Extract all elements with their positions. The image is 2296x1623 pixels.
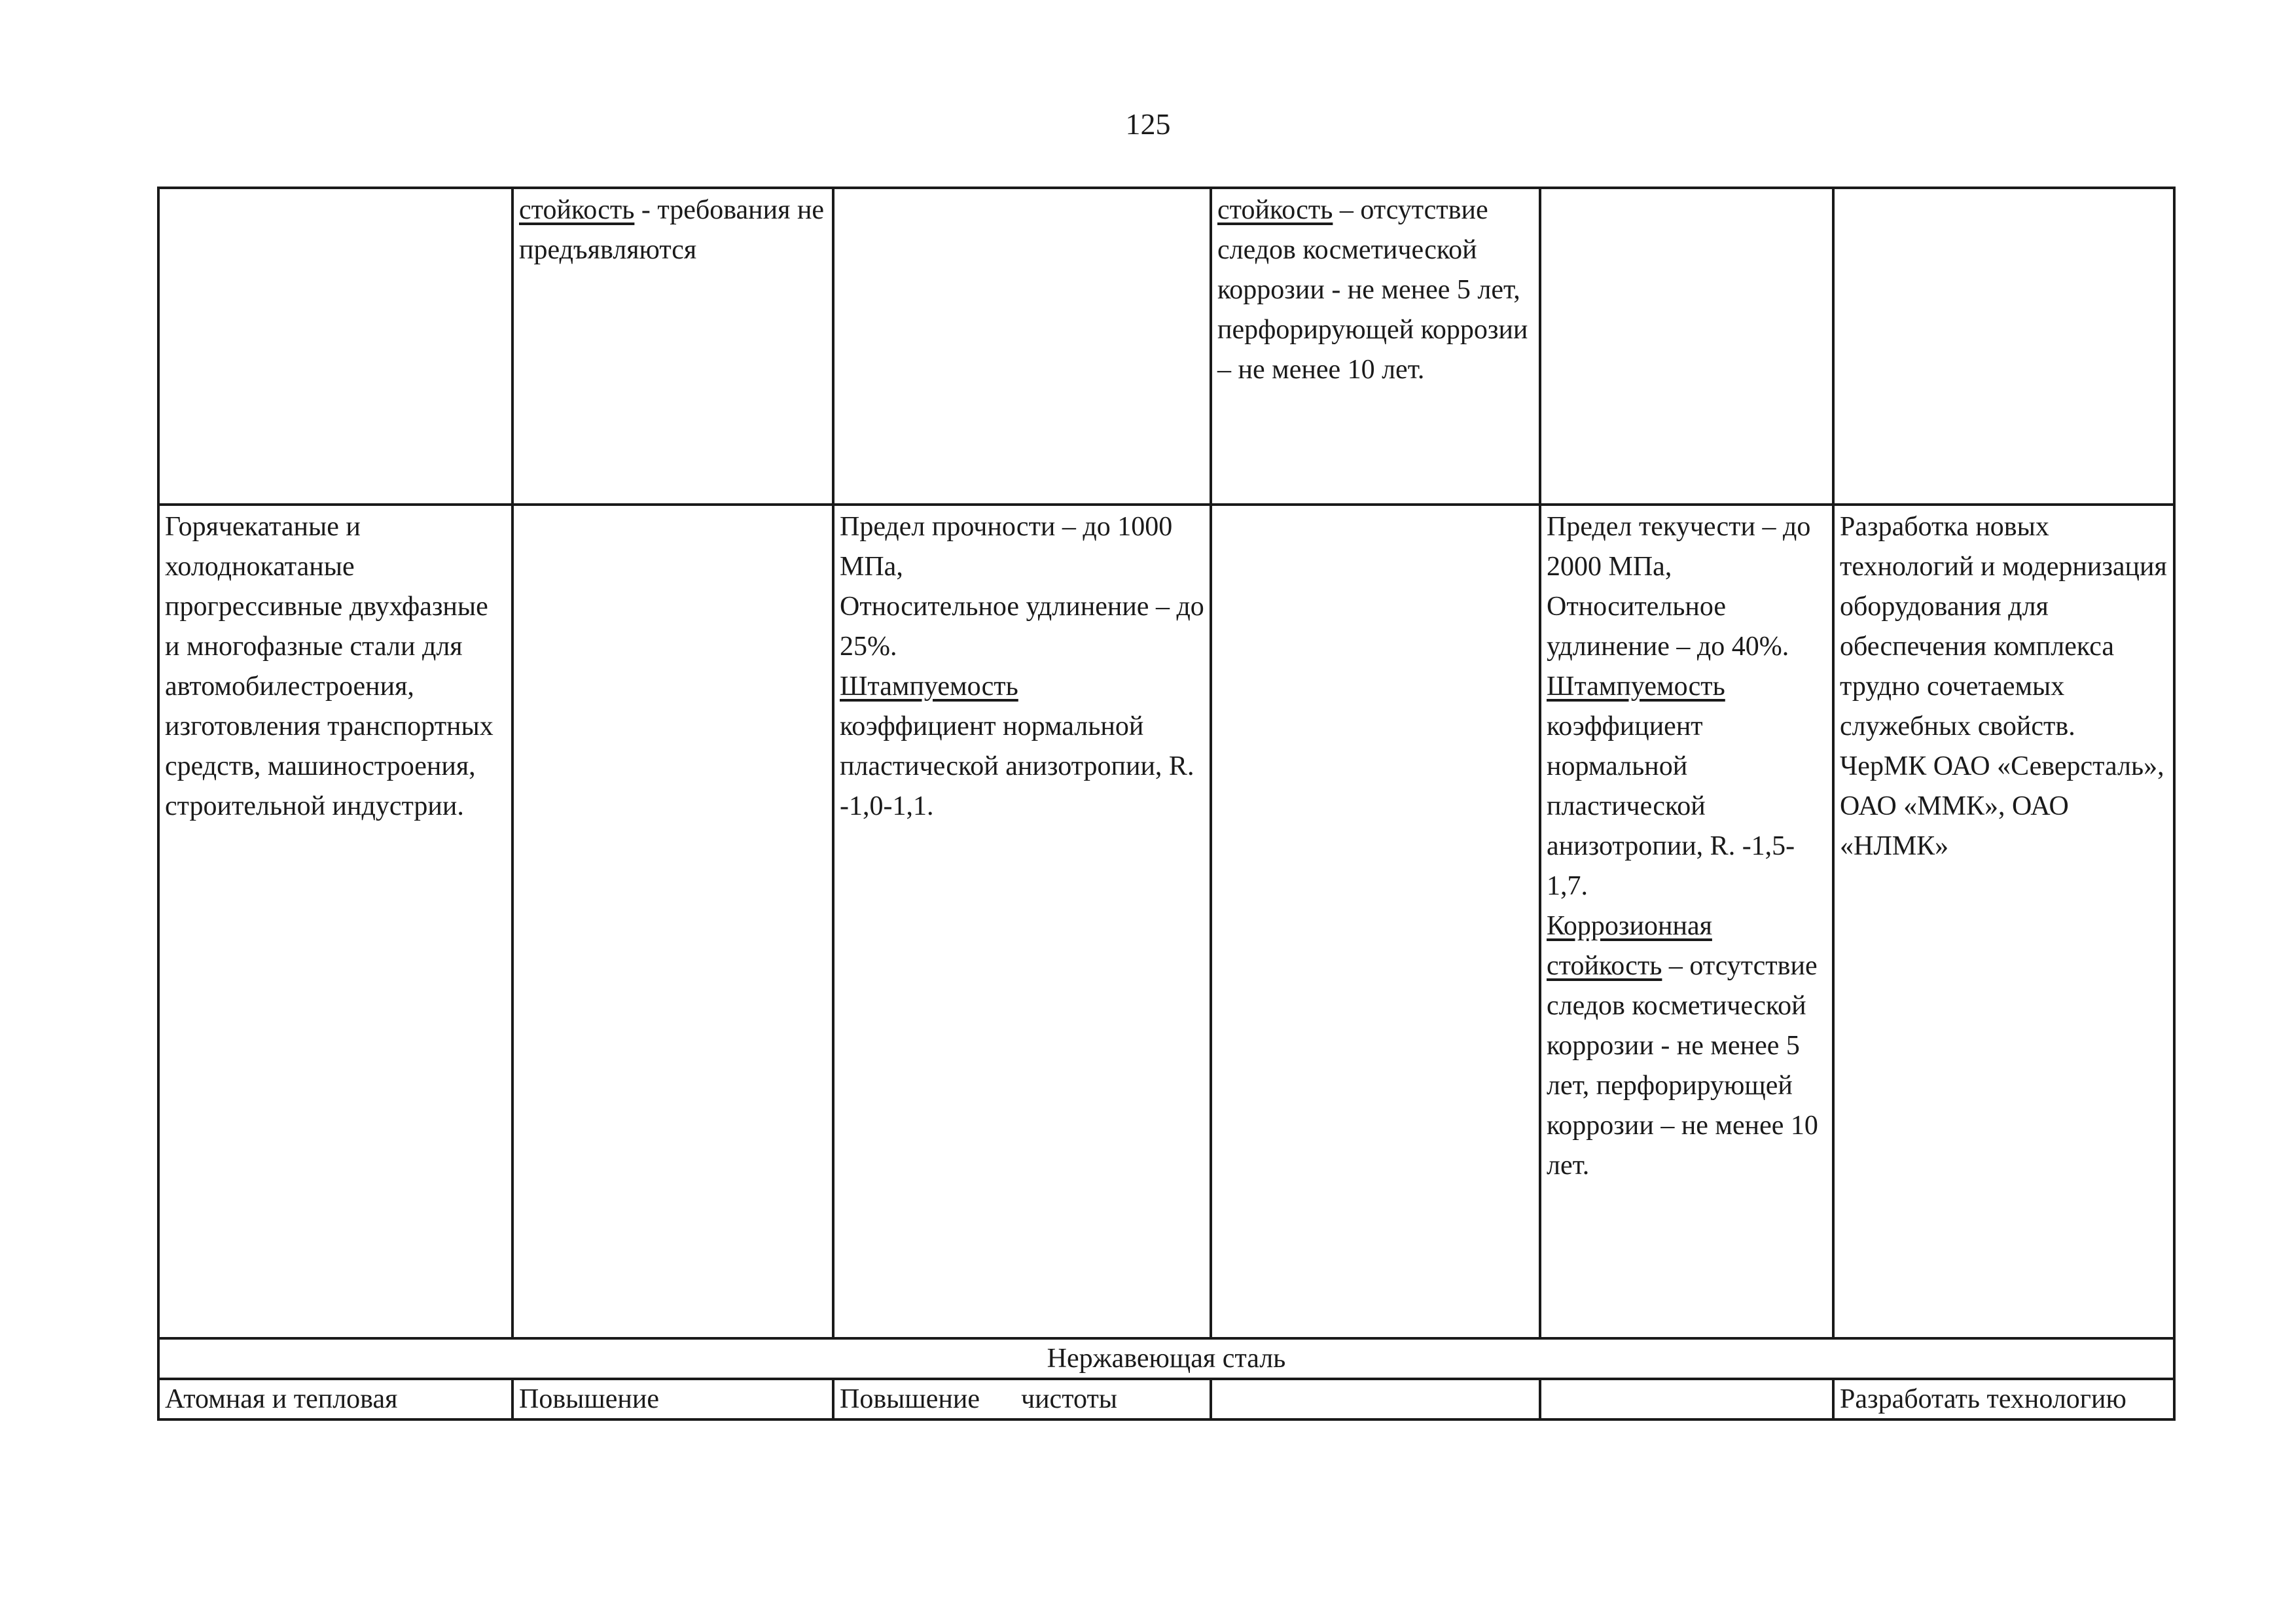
section-title: Нержавеющая сталь	[158, 1338, 2174, 1379]
cell-heading: стойкость	[1547, 951, 1662, 981]
table-cell	[512, 188, 833, 505]
cell-text: Повышение чистоты	[840, 1384, 1118, 1414]
table-cell	[1540, 188, 1833, 505]
table-cell	[1211, 1379, 1540, 1419]
cell-text: Повышение	[519, 1384, 659, 1414]
cell-text: – отсутствие следов косметической коррозии - не менее 5 лет, перфорирующей коррозии – не менее 10 лет.	[1547, 951, 1818, 1181]
current-properties-cell	[833, 505, 1211, 1338]
table-cell	[512, 505, 833, 1338]
cell-line: Относительное удлинение – до 40%.	[1547, 592, 1789, 662]
measures-cell	[1833, 505, 2174, 1338]
cell-text: коэффициент нормальной пластической анизотропии, R. -1,5-1,7.	[1547, 711, 1795, 901]
cell-text: Разработка новых технологий и модернизация оборудования для обеспечения комплекса трудно сочетаемых служебных свойств. ЧерМК ОАО «Северсталь», ОАО «ММК», ОАО «НЛМК»	[1840, 512, 2167, 861]
cell-line: Относительное удлинение – до 25%.	[840, 592, 1204, 662]
section-row	[158, 1338, 2174, 1379]
table-cell	[1833, 188, 2174, 505]
table-cell	[158, 1379, 512, 1419]
table-cell	[158, 188, 512, 505]
table-cell	[1211, 505, 1540, 1338]
page-number: 125	[1125, 107, 1171, 141]
table-cell	[833, 1379, 1211, 1419]
product-cell	[158, 505, 512, 1338]
cell-line: Предел текучести – до 2000 МПа,	[1547, 512, 1811, 582]
target-properties-cell	[1540, 505, 1833, 1338]
cell-text: Разработать технологию	[1840, 1384, 2126, 1414]
cell-text: Атомная и тепловая	[165, 1384, 398, 1414]
cell-text: Горячекатаные и холоднокатаные прогрессивные двухфазные и многофазные стали для автомобилестроения, изготовления транспортных средств, машиностроения, строительной индустрии.	[165, 512, 493, 821]
cell-heading: Коррозионная	[1547, 911, 1712, 941]
cell-text: - требования не предъявляются	[519, 195, 825, 265]
table-cell	[1540, 1379, 1833, 1419]
requirements-table	[157, 187, 2176, 1421]
table-cell	[1833, 1379, 2174, 1419]
cell-heading: Штампуемость	[1547, 671, 1725, 702]
cell-heading: стойкость	[519, 195, 635, 225]
cell-heading: стойкость	[1217, 195, 1333, 225]
table-row	[158, 1379, 2174, 1419]
table-cell	[1211, 188, 1540, 505]
table-row	[158, 188, 2174, 505]
cell-line: Предел прочности – до 1000 МПа,	[840, 512, 1173, 582]
table-cell	[512, 1379, 833, 1419]
table-row	[158, 505, 2174, 1338]
table-cell	[833, 188, 1211, 505]
cell-heading: Штампуемость	[840, 671, 1018, 702]
cell-text: – отсутствие следов косметической коррозии - не менее 5 лет, перфорирующей коррозии – не менее 10 лет.	[1217, 195, 1528, 385]
cell-text: коэффициент нормальной пластической анизотропии, R. -1,0-1,1.	[840, 711, 1194, 821]
